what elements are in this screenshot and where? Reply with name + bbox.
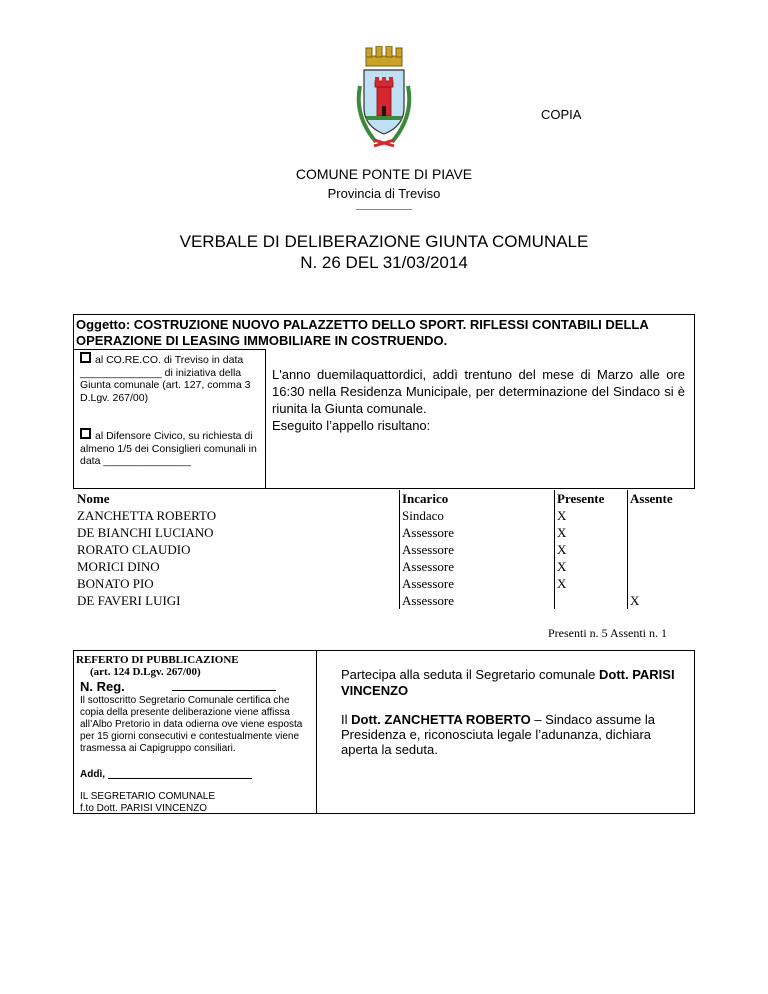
cell-assente: [628, 558, 703, 575]
anno-text: L'anno duemilaquattordici, addì trentuno del mese di Marzo alle ore 16:30 nella Residenza Municipale, per determinazione del Sindaco si è riunita la Giunta comunale.: [272, 367, 685, 416]
oggetto-text: Oggetto: COSTRUZIONE NUOVO PALAZZETTO DELLO SPORT. RIFLESSI CONTABILI DELLA OPERAZIONE DI LEASING IMMOBILIARE IN COSTRUENDO.: [76, 317, 649, 348]
attendance-summary: Presenti n. 5 Assenti n. 1: [548, 626, 667, 640]
partecipa-text: [341, 667, 681, 699]
cell-presente: X: [555, 541, 628, 558]
segretario-name: f.to Dott. PARISI VINCENZO: [80, 803, 208, 814]
referto-text: Il sottoscritto Segretario Comunale certifica che copia della presente deliberazione viene affissa all’Albo Pretorio in data odierna ove viene esposta per 15 giorni consecutivi e contestualmente viene trasmessa ai Capigruppo consiliari.: [80, 695, 303, 754]
table-row: [75, 558, 702, 575]
presidenza-text: [341, 712, 681, 757]
cell-nome: ZANCHETTA ROBERTO: [77, 508, 217, 523]
segretario-bold: Dott. PARISI VINCENZO: [341, 667, 675, 698]
nreg-blank: [172, 690, 276, 691]
cell-presente: X: [555, 524, 628, 541]
segretario-title: IL SEGRETARIO COMUNALE: [80, 791, 216, 802]
difensore-text: al Difensore Civico, su richiesta di almeno 1/5 dei Consiglieri comunali in data _______________: [80, 430, 257, 467]
cell-presente: X: [555, 507, 628, 524]
cell-assente: [628, 575, 703, 592]
checkbox-icon: [80, 352, 91, 363]
cell-presente: [555, 592, 628, 609]
referto-divider: [316, 650, 317, 814]
cell-incarico: Assessore: [400, 575, 555, 592]
cell-assente: [628, 524, 703, 541]
coreco-text: al CO.RE.CO. di Treviso in data ______________ di iniziativa della Giunta comunale (art. 127, comma 3 D.Lgv. 267/00): [80, 354, 251, 404]
copia-label: COPIA: [541, 107, 582, 122]
cell-nome: MORICI DINO: [77, 559, 160, 574]
addi-label: Addì,: [80, 769, 105, 780]
cell-assente: [628, 507, 703, 524]
cell-incarico: Sindaco: [400, 507, 555, 524]
table-row: [75, 507, 702, 524]
cell-nome: RORATO CLAUDIO: [77, 542, 191, 557]
table-row: [75, 541, 702, 558]
cell-assente: [628, 541, 703, 558]
provincia-name: Provincia di Treviso: [327, 186, 441, 201]
comune-name: COMUNE PONTE DI PIAVE: [295, 166, 473, 182]
nreg-label: N. Reg.: [80, 679, 125, 694]
header-divider: [356, 209, 412, 210]
seduta-intro: [272, 366, 685, 434]
table-row: [75, 575, 702, 592]
table-header-row: [75, 490, 702, 507]
cell-assente: X: [628, 592, 703, 609]
cell-incarico: Assessore: [400, 558, 555, 575]
coreco-note: [80, 352, 263, 404]
table-row: [75, 592, 702, 609]
cell-nome: DE FAVERI LUIGI: [77, 593, 181, 608]
table-row: [75, 524, 702, 541]
cell-incarico: Assessore: [400, 541, 555, 558]
col-assente: Assente: [628, 490, 703, 507]
col-nome: Nome: [77, 491, 110, 506]
pres-post: – Sindaco assume la Presidenza e, riconosciuta legale l’adunanza, dichiara aperta la seduta.: [341, 712, 655, 757]
sindaco-bold: Dott. ZANCHETTA ROBERTO: [351, 712, 531, 727]
municipal-crest-icon: [356, 46, 412, 156]
cell-nome: BONATO PIO: [77, 576, 154, 591]
pres-pre: Il: [341, 712, 352, 727]
col-presente: Presente: [555, 490, 628, 507]
attendance-table: [75, 490, 702, 609]
cell-presente: X: [555, 575, 628, 592]
referto-title: REFERTO DI PUBBLICAZIONE: [76, 654, 239, 666]
document-number: N. 26 DEL 31/03/2014: [300, 253, 468, 272]
partecipa-pre: Partecipa alla seduta il Segretario comunale: [341, 667, 599, 682]
checkbox-icon: [80, 428, 91, 439]
addi-blank: [108, 778, 252, 779]
document-title: VERBALE DI DELIBERAZIONE GIUNTA COMUNALE: [179, 232, 589, 251]
cell-incarico: Assessore: [400, 592, 555, 609]
cell-incarico: Assessore: [400, 524, 555, 541]
cell-presente: X: [555, 558, 628, 575]
cell-nome: DE BIANCHI LUCIANO: [77, 525, 214, 540]
col-incarico: Incarico: [400, 490, 555, 507]
difensore-note: [80, 428, 260, 468]
referto-subtitle: (art. 124 D.Lgv. 267/00): [90, 666, 201, 678]
appello-text: Eseguito l’appello risultano:: [272, 418, 431, 433]
